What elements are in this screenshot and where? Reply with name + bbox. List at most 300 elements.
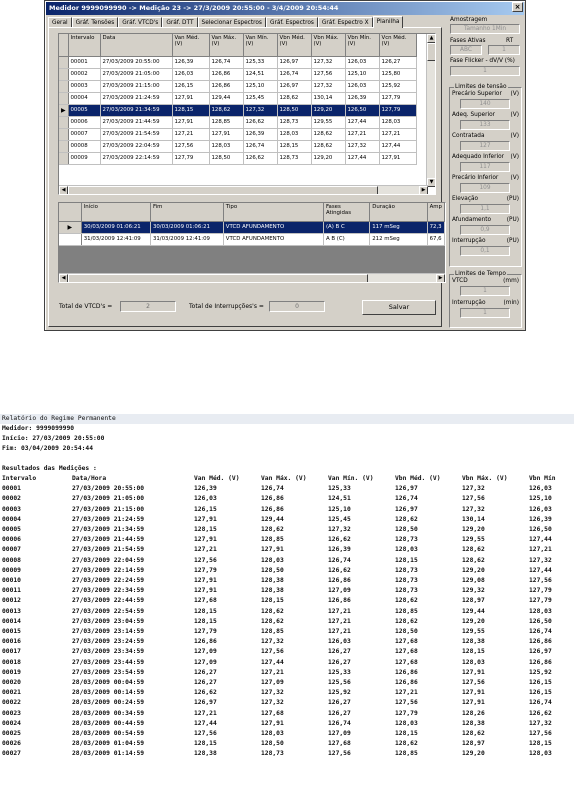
report-cell: 126,03 (529, 505, 552, 513)
hscroll-thumb[interactable] (68, 274, 368, 283)
report-cell: 00004 (2, 515, 21, 523)
column-header[interactable]: Van Méd. (V) (172, 34, 209, 56)
column-header[interactable]: Van Máx. (V) (209, 34, 243, 56)
report-row (2, 505, 569, 515)
elevacao-label: Elevação (452, 196, 479, 202)
report-cell: 27/03/2009 23:54:59 (72, 668, 145, 676)
report-cell: 27/03/2009 22:14:59 (72, 566, 145, 574)
report-cell: 128,73 (261, 750, 284, 758)
report-cell: 127,56 (529, 730, 552, 738)
header-row (59, 203, 445, 221)
report-cell: 126,74 (529, 628, 552, 636)
report-cell: 127,91 (194, 577, 217, 585)
row-indicator-icon (59, 116, 68, 128)
report-cell: 129,20 (462, 526, 485, 534)
hscroll-thumb[interactable] (68, 186, 378, 195)
report-cell: 127,32 (462, 505, 485, 513)
report-cell: 00012 (2, 597, 21, 605)
report-cell: 128,62 (462, 556, 485, 564)
table-cell: 127,91 (172, 92, 209, 104)
report-cell: 127,56 (261, 648, 284, 656)
report-cell: 128,85 (395, 607, 418, 615)
table-cell: 126,39 (345, 92, 379, 104)
report-cell: 127,44 (529, 536, 552, 544)
report-cell: 126,86 (529, 658, 552, 666)
interrupcao-unit: (PU) (506, 238, 519, 244)
report-cell: 126,62 (529, 709, 552, 717)
table-row[interactable] (59, 56, 416, 68)
report-cell: 126,27 (194, 668, 217, 676)
report-cell: 127,68 (261, 709, 284, 717)
row-indicator-icon (59, 233, 81, 245)
report-cell: 126,03 (194, 495, 217, 503)
report-cell: 128,03 (261, 556, 284, 564)
events-hscroll[interactable] (59, 273, 445, 282)
table-cell: 31/03/2009 12:41:09 (150, 233, 223, 245)
precario-sup-unit: (V) (510, 91, 519, 97)
table-cell: 127,21 (379, 128, 416, 140)
table-cell: 126,39 (172, 56, 209, 68)
interrup-time-label: Interrupção (452, 300, 486, 306)
planilha-panel (48, 27, 442, 327)
report-medidor: Medidor: 9999099990 (2, 425, 75, 432)
table-cell: 128,73 (277, 152, 311, 164)
report-cell: 00003 (2, 505, 21, 513)
row-indicator-icon (59, 56, 68, 68)
report-cell: 126,74 (328, 719, 351, 727)
table-cell: 00006 (68, 116, 100, 128)
vtcd-total-value: 2 (120, 301, 176, 312)
report-row (2, 668, 569, 678)
table-cell: 00002 (68, 68, 100, 80)
report-cell: 128,62 (395, 515, 418, 523)
table-cell: 125,33 (243, 56, 277, 68)
column-header[interactable]: Início (81, 203, 150, 221)
report-cell: 128,62 (395, 617, 418, 625)
report-cell: 128,62 (395, 740, 418, 748)
report-cell: 00007 (2, 546, 21, 554)
report-column-header: Vbn Méd. (V) (395, 475, 441, 482)
report-cell: 127,09 (261, 679, 284, 687)
report-cell: 128,97 (462, 597, 485, 605)
save-button[interactable]: Salvar (362, 300, 436, 315)
table-row[interactable] (59, 68, 416, 80)
report-cell: 27/03/2009 22:44:59 (72, 597, 145, 605)
report-cell: 129,08 (462, 577, 485, 585)
event-row[interactable] (59, 233, 445, 245)
adeq-inf-field: 117 (460, 162, 510, 172)
scroll-right-icon[interactable]: ▶ (436, 274, 445, 283)
adeq-inf-label: Adequado Inferior (452, 154, 504, 160)
report-cell: 126,27 (328, 658, 351, 666)
report-cell: 127,21 (328, 607, 351, 615)
scroll-down-icon[interactable]: ▼ (427, 178, 436, 187)
report-cell: 128,73 (395, 566, 418, 574)
report-row (2, 627, 569, 637)
column-header[interactable]: Intervalo (68, 34, 100, 56)
report-cell: 127,79 (194, 566, 217, 574)
events-table (59, 203, 445, 246)
report-row (2, 596, 569, 606)
report-cell: 127,68 (328, 740, 351, 748)
interrupcao-field: 0,1 (460, 246, 510, 256)
tab-gr-f-dtt[interactable]: Gráf. DTT (162, 17, 197, 28)
report-cell: 128,03 (261, 730, 284, 738)
report-cell: 128,50 (395, 526, 418, 534)
tab-selecionar-espectros[interactable]: Selecionar Espectros (198, 17, 266, 28)
vtcd-total-label: Total de VTCD's = (59, 303, 113, 310)
report-cell: 126,15 (529, 689, 552, 697)
column-header[interactable]: Duração (370, 203, 427, 221)
report-cell: 27/03/2009 22:24:59 (72, 577, 145, 585)
report-cell: 128,15 (194, 526, 217, 534)
report-cell: 128,62 (395, 597, 418, 605)
table-row[interactable] (59, 116, 416, 128)
report-cell: 128,85 (395, 750, 418, 758)
row-indicator-icon (59, 68, 68, 80)
report-row (2, 484, 569, 494)
report-cell: 28/03/2009 01:04:59 (72, 740, 145, 748)
report-cell: 126,86 (261, 505, 284, 513)
report-cell: 127,56 (529, 577, 552, 585)
report-cell: 126,39 (529, 515, 552, 523)
report-cell: 00001 (2, 485, 21, 493)
report-cell: 127,32 (462, 485, 485, 493)
column-header[interactable]: Vbn Máx. (V) (311, 34, 345, 56)
report-cell: 128,73 (395, 587, 418, 595)
report-cell: 00002 (2, 495, 21, 503)
measurements-vscroll[interactable] (426, 34, 435, 187)
prec-inf-field: 109 (460, 183, 510, 193)
table-cell: 127,91 (379, 152, 416, 164)
table-cell: 125,92 (379, 80, 416, 92)
table-cell: 126,74 (243, 140, 277, 152)
table-cell: 00008 (68, 140, 100, 152)
table-cell: 128,62 (311, 140, 345, 152)
row-indicator-icon: ▶ (59, 104, 68, 116)
report-column-header: Vbn Máx. (V) (462, 475, 508, 482)
scroll-left-icon[interactable]: ◀ (59, 274, 68, 283)
table-cell: 126,62 (243, 116, 277, 128)
report-cell: 127,32 (328, 526, 351, 534)
report-cell: 127,56 (462, 679, 485, 687)
table-cell: 126,97 (277, 56, 311, 68)
column-header[interactable]: Amp (427, 203, 444, 221)
report-cell: 127,56 (194, 730, 217, 738)
measurements-table (59, 34, 417, 165)
report-column-header: Van Méd. (V) (194, 475, 240, 482)
tab-gr-f-espectro-x[interactable]: Gráf. Espectro X (318, 17, 373, 28)
row-indicator-icon (59, 128, 68, 140)
scroll-right-icon[interactable]: ▶ (419, 186, 428, 195)
table-cell: 128,62 (277, 92, 311, 104)
report-cell: 27/03/2009 21:44:59 (72, 536, 145, 544)
vtcd-time-field: 1 (460, 286, 510, 296)
vtcd-time-unit: (mm) (503, 278, 519, 284)
fases-label: Fases Ativas (450, 38, 486, 44)
table-cell: (A) B C (323, 221, 369, 233)
tab-planilha[interactable]: Planilha (373, 16, 404, 28)
report-header-row (2, 474, 569, 484)
row-indicator-icon (59, 80, 68, 92)
report-column-header: Van Mín. (V) (328, 475, 374, 482)
table-cell: 129,55 (311, 116, 345, 128)
report-cell: 00015 (2, 628, 21, 636)
report-cell: 126,15 (529, 679, 552, 687)
contratada-label: Contratada (452, 133, 485, 139)
report-cell: 127,32 (261, 689, 284, 697)
tab-gr-f-tens-es[interactable]: Gráf. Tensões (72, 17, 119, 28)
report-cell: 126,86 (261, 495, 284, 503)
elevacao-field: 1,1 (460, 204, 510, 214)
report-cell: 126,27 (328, 709, 351, 717)
elevacao-unit: (PU) (506, 196, 519, 202)
report-row (2, 545, 569, 555)
column-header[interactable]: Vbn Mín. (V) (345, 34, 379, 56)
contratada-field: 127 (460, 141, 510, 151)
report-cell: 127,44 (261, 658, 284, 666)
report-cell: 128,38 (194, 750, 217, 758)
measurements-hscroll[interactable] (59, 185, 428, 194)
table-cell: 126,74 (209, 56, 243, 68)
report-cell: 27/03/2009 21:24:59 (72, 515, 145, 523)
table-row[interactable] (59, 128, 416, 140)
afundamento-unit: (PU) (506, 217, 519, 223)
time-limits-group (449, 271, 522, 328)
prec-inf-unit: (V) (510, 175, 519, 181)
measurements-grid[interactable] (58, 33, 436, 195)
fases-field: ABC (450, 45, 482, 55)
report-cell: 126,97 (395, 485, 418, 493)
report-row (2, 637, 569, 647)
tab-gr-f-espectros[interactable]: Gráf. Espectros (266, 17, 318, 28)
scroll-thumb[interactable] (427, 43, 436, 61)
report-row (2, 515, 569, 525)
report-cell: 126,27 (328, 648, 351, 656)
column-header[interactable]: Data (100, 34, 172, 56)
report-cell: 126,03 (529, 485, 552, 493)
report-cell: 127,21 (328, 628, 351, 636)
table-row[interactable] (59, 104, 416, 116)
report-cell: 128,50 (395, 628, 418, 636)
table-cell: 125,80 (379, 68, 416, 80)
row-indicator-icon (59, 152, 68, 164)
report-cell: 127,21 (328, 617, 351, 625)
table-cell: 127,91 (209, 128, 243, 140)
report-cell: 125,33 (328, 668, 351, 676)
report-cell: 128,50 (261, 740, 284, 748)
report-cell: 127,79 (529, 597, 552, 605)
report-cell: 27/03/2009 22:54:59 (72, 607, 145, 615)
report-row (2, 607, 569, 617)
report-row (2, 749, 569, 759)
table-cell: 127,21 (172, 128, 209, 140)
report-cell: 128,15 (194, 607, 217, 615)
table-row[interactable] (59, 152, 416, 164)
afundamento-label: Afundamento (452, 217, 492, 223)
close-button[interactable]: × (512, 2, 523, 12)
table-cell: 128,15 (277, 140, 311, 152)
report-cell: 128,15 (194, 740, 217, 748)
report-cell: 00018 (2, 658, 21, 666)
report-cell: 00026 (2, 740, 21, 748)
report-cell: 126,86 (194, 638, 217, 646)
contratada-unit: (V) (510, 133, 519, 139)
table-cell: 27/03/2009 21:24:59 (100, 92, 172, 104)
table-row[interactable] (59, 92, 416, 104)
report-cell: 127,91 (261, 546, 284, 554)
tab-geral[interactable]: Geral (48, 17, 72, 28)
report-cell: 126,86 (328, 577, 351, 585)
table-row[interactable] (59, 140, 416, 152)
column-header[interactable]: Fases Atingidas (323, 203, 369, 221)
table-cell: 128,15 (172, 104, 209, 116)
report-cell: 129,55 (462, 628, 485, 636)
report-cell: 127,32 (529, 556, 552, 564)
report-cell: 128,15 (395, 556, 418, 564)
report-cell: 00017 (2, 648, 21, 656)
table-cell: 129,44 (209, 92, 243, 104)
report-cell: 127,44 (529, 566, 552, 574)
report-cell: 128,03 (529, 750, 552, 758)
table-cell: 27/03/2009 21:15:00 (100, 80, 172, 92)
table-cell: 126,27 (379, 56, 416, 68)
column-header[interactable]: Vbn Méd. (V) (277, 34, 311, 56)
table-cell: 125,45 (243, 92, 277, 104)
report-cell: 128,26 (462, 709, 485, 717)
interrupt-total-label: Total de Interrupções's = (189, 303, 264, 310)
table-cell: 00003 (68, 80, 100, 92)
events-grid[interactable] (58, 202, 446, 283)
prec-inf-label: Precário Inferior (452, 175, 499, 181)
table-cell: 125,10 (243, 80, 277, 92)
amostragem-label: Amostragem (450, 17, 488, 23)
interrupt-total-value: 0 (269, 301, 325, 312)
report-row (2, 678, 569, 688)
vtcd-time-label: VTCD (452, 278, 468, 284)
report-row (2, 525, 569, 535)
report-cell: 126,97 (395, 505, 418, 513)
report-cell: 125,45 (328, 515, 351, 523)
report-cell: 27/03/2009 22:34:59 (72, 587, 145, 595)
report-cell: 129,20 (462, 750, 485, 758)
report-cell: 127,32 (529, 719, 552, 727)
report-cell: 128,85 (261, 536, 284, 544)
table-cell: 00001 (68, 56, 100, 68)
report-cell: 127,56 (194, 556, 217, 564)
report-column-header: Van Máx. (V) (261, 475, 307, 482)
table-cell: 129,20 (311, 104, 345, 116)
report-cell: 126,62 (328, 536, 351, 544)
report-column-header: Vbn Mín (529, 475, 556, 482)
report-cell: 127,09 (328, 730, 351, 738)
report-cell: 126,62 (328, 566, 351, 574)
report-cell: 128,15 (462, 648, 485, 656)
column-header[interactable]: Tipo (223, 203, 323, 221)
adeq-sup-label: Adeq. Superior (452, 112, 495, 118)
scroll-up-icon[interactable]: ▲ (427, 34, 436, 43)
report-cell: 126,03 (328, 638, 351, 646)
report-cell: 129,44 (261, 515, 284, 523)
voltage-limits-group (449, 84, 522, 267)
report-cell: 27/03/2009 23:04:59 (72, 617, 145, 625)
table-cell: A B (C) (323, 233, 369, 245)
flicker-field: 1 (450, 66, 520, 76)
table-cell: 128,03 (277, 128, 311, 140)
report-cell: 127,79 (194, 628, 217, 636)
report-cell: 127,56 (462, 495, 485, 503)
report-cell: 127,91 (194, 536, 217, 544)
table-cell: 126,86 (209, 68, 243, 80)
report-cell: 127,91 (462, 668, 485, 676)
report-cell: 00009 (2, 566, 21, 574)
report-fim: Fim: 03/04/2009 20:54:44 (2, 445, 93, 452)
report-cell: 00010 (2, 577, 21, 585)
table-cell: 117 mSeg (370, 221, 427, 233)
report-row (2, 535, 569, 545)
report-cell: 127,09 (194, 648, 217, 656)
precario-sup-label: Precário Superior (452, 91, 502, 97)
report-cell: 129,20 (462, 617, 485, 625)
report-cell: 127,79 (395, 709, 418, 717)
tab-gr-f-vtcd-s[interactable]: Gráf. VTCD's (118, 17, 162, 28)
report-cell: 126,97 (194, 699, 217, 707)
report-cell: 00016 (2, 638, 21, 646)
row-indicator-icon (59, 140, 68, 152)
scroll-left-icon[interactable]: ◀ (59, 186, 68, 195)
precario-sup-field: 140 (460, 99, 510, 109)
column-header[interactable]: Vcn Méd. (V) (379, 34, 416, 56)
rt-label: RT (506, 38, 514, 44)
table-cell: 128,50 (277, 104, 311, 116)
report-cell: 28/03/2009 00:24:59 (72, 699, 145, 707)
window-title: Medidor 9999099990 -> Medição 23 -> 27/3/2009 20:55:00 - 3/4/2009 20:54:44 (46, 2, 524, 15)
table-row[interactable] (59, 80, 416, 92)
event-row[interactable] (59, 221, 445, 233)
report-cell: 127,09 (194, 658, 217, 666)
report-cell: 129,32 (462, 587, 485, 595)
report-cell: 126,62 (194, 689, 217, 697)
row-indicator-icon: ▶ (59, 221, 81, 233)
report-cell: 126,50 (529, 617, 552, 625)
report-cell: 126,74 (395, 495, 418, 503)
report-cell: 127,21 (194, 546, 217, 554)
report-cell: 125,56 (328, 679, 351, 687)
report-row (2, 586, 569, 596)
report-cell: 00025 (2, 730, 21, 738)
table-cell: 127,56 (172, 140, 209, 152)
report-cell: 125,33 (328, 485, 351, 493)
report-row (2, 647, 569, 657)
report-cell: 128,85 (261, 628, 284, 636)
table-cell: 27/03/2009 21:44:59 (100, 116, 172, 128)
table-cell: 124,51 (243, 68, 277, 80)
report-cell: 28/03/2009 00:44:59 (72, 719, 145, 727)
table-cell: 129,20 (311, 152, 345, 164)
table-cell: 00009 (68, 152, 100, 164)
column-header[interactable]: Van Mín. (V) (243, 34, 277, 56)
report-cell: 00014 (2, 617, 21, 625)
report-cell: 126,86 (395, 679, 418, 687)
column-header[interactable]: Fim (150, 203, 223, 221)
table-cell: 127,44 (379, 140, 416, 152)
report-row (2, 576, 569, 586)
indicator-header (59, 34, 68, 56)
permanent-regime-report (0, 414, 574, 758)
report-spacer (0, 454, 574, 464)
report-cell: 126,74 (261, 485, 284, 493)
report-cell: 127,91 (462, 689, 485, 697)
